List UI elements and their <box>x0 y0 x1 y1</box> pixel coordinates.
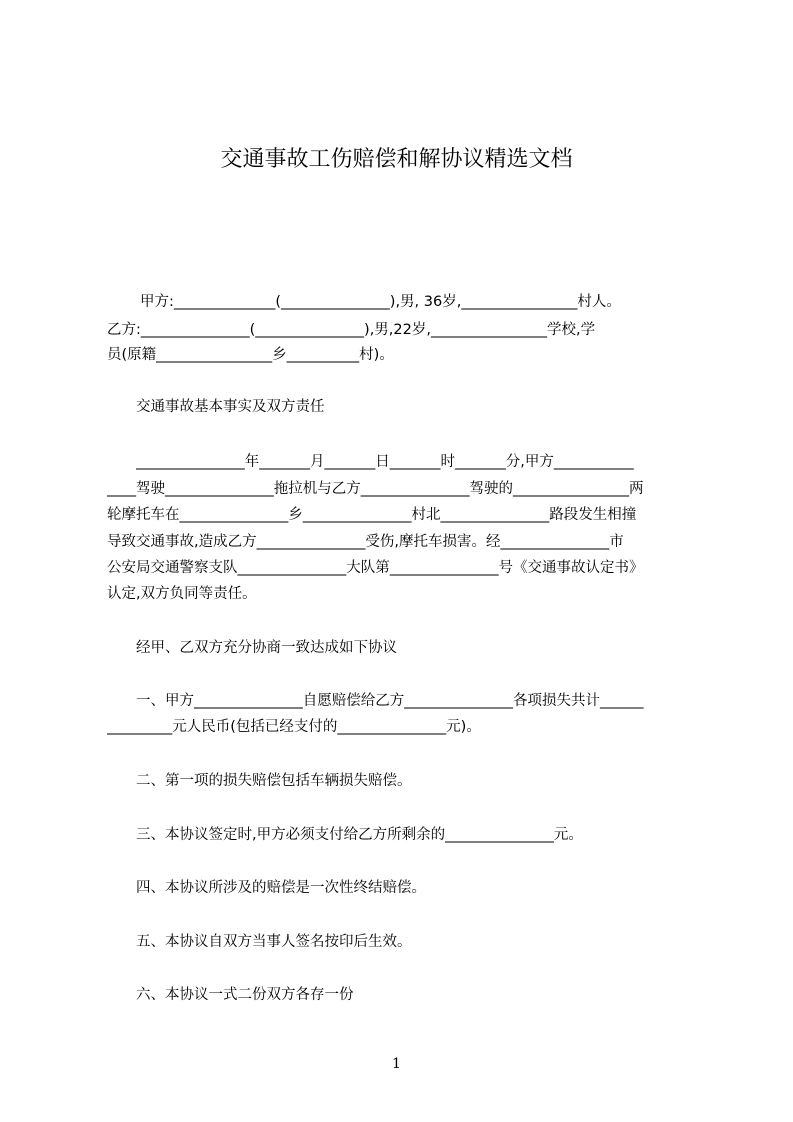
facts-line-4: 导致交通事故,造成乙方_______________受伤,摩托车损害。经_______________市 <box>107 534 624 550</box>
clause-3: 三、本协议签定时,甲方必须支付给乙方所剩余的_______________元。 <box>136 827 583 843</box>
document-title: 交通事故工伤赔偿和解协议精选文档 <box>220 147 573 172</box>
clause-6: 六、本协议一式二份双方各存一份 <box>136 987 354 1003</box>
facts-line-3: 轮摩托车在_______________乡_______________村北_______________路段发生相撞 <box>107 507 637 523</box>
facts-heading: 交通事故基本事实及双方责任 <box>136 399 325 415</box>
facts-line-1: _______________年_______月_______日_______时_______分,甲方___________ <box>136 454 634 470</box>
agreement-heading: 经甲、乙双方充分协商一致达成如下协议 <box>136 640 397 656</box>
clause-1-line-2: _________元人民币(包括已经支付的_______________元)。 <box>107 719 481 735</box>
party-b-line: 乙方:_______________(_______________),男,22岁,________________学校,学 <box>107 322 596 338</box>
facts-line-6: 认定,双方负同等责任。 <box>107 586 257 602</box>
clause-5: 五、本协议自双方当事人签名按印后生效。 <box>136 934 412 950</box>
party-a-line: 甲方:______________(_______________),男, 36岁,________________村人。 <box>140 294 621 310</box>
clause-1-line-1: 一、甲方_______________自愿赔偿给乙方_______________各项损失共计______ <box>136 693 644 709</box>
page-number: 1 <box>392 1056 401 1072</box>
clause-2: 二、第一项的损失赔偿包括车辆损失赔偿。 <box>136 773 412 789</box>
facts-line-2: ____驾驶_______________拖拉机与乙方_______________驾驶的________________两 <box>107 481 644 497</box>
party-b-origin-line: 员(原籍________________乡__________村)。 <box>107 347 394 363</box>
facts-line-5: 公安局交通警察支队_______________大队第_______________号《交通事故认定书》 <box>107 560 644 576</box>
clause-4: 四、本协议所涉及的赔偿是一次性终结赔偿。 <box>136 880 426 896</box>
